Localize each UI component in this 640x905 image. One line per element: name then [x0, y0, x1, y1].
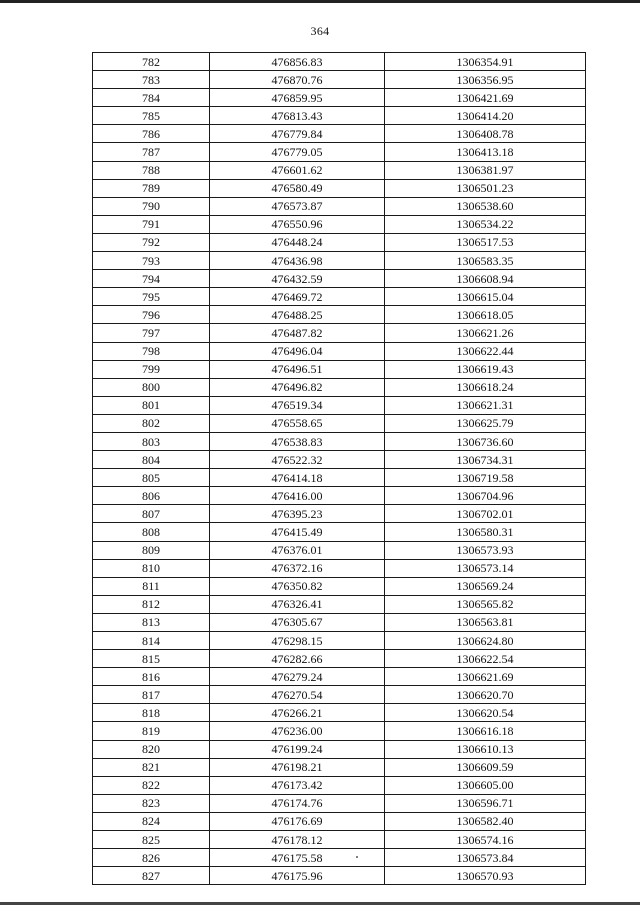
point-number-cell: 786	[93, 125, 210, 143]
table-row	[93, 179, 586, 197]
point-number-cell: 803	[93, 432, 210, 450]
point-number-cell: 801	[93, 396, 210, 414]
y-coordinate-cell: 1306421.69	[385, 89, 586, 107]
point-number-cell: 819	[93, 722, 210, 740]
scan-speck	[356, 856, 358, 858]
point-number-cell: 784	[93, 89, 210, 107]
table-row	[93, 650, 586, 668]
x-coordinate-cell: 476448.24	[210, 233, 385, 251]
x-coordinate-cell: 476176.69	[210, 812, 385, 830]
y-coordinate-cell: 1306534.22	[385, 215, 586, 233]
point-number-cell: 795	[93, 288, 210, 306]
point-number-cell: 789	[93, 179, 210, 197]
y-coordinate-cell: 1306574.16	[385, 831, 586, 849]
point-number-cell: 800	[93, 378, 210, 396]
table-row	[93, 252, 586, 270]
x-coordinate-cell: 476298.15	[210, 632, 385, 650]
x-coordinate-cell: 476326.41	[210, 595, 385, 613]
point-number-cell: 812	[93, 595, 210, 613]
table-row	[93, 270, 586, 288]
y-coordinate-cell: 1306563.81	[385, 613, 586, 631]
y-coordinate-cell: 1306618.24	[385, 378, 586, 396]
y-coordinate-cell: 1306624.80	[385, 632, 586, 650]
y-coordinate-cell: 1306704.96	[385, 487, 586, 505]
table-row	[93, 378, 586, 396]
point-number-cell: 798	[93, 342, 210, 360]
y-coordinate-cell: 1306573.93	[385, 541, 586, 559]
scan-top-edge	[0, 0, 640, 3]
table-row	[93, 125, 586, 143]
x-coordinate-cell: 476414.18	[210, 469, 385, 487]
coordinates-table	[92, 52, 586, 885]
page-number: 364	[310, 24, 330, 38]
x-coordinate-cell: 476173.42	[210, 776, 385, 794]
table-row	[93, 776, 586, 794]
point-number-cell: 827	[93, 867, 210, 885]
y-coordinate-cell: 1306621.69	[385, 668, 586, 686]
x-coordinate-cell: 476856.83	[210, 53, 385, 71]
y-coordinate-cell: 1306620.54	[385, 704, 586, 722]
point-number-cell: 799	[93, 360, 210, 378]
x-coordinate-cell: 476175.58	[210, 849, 385, 867]
y-coordinate-cell: 1306622.44	[385, 342, 586, 360]
y-coordinate-cell: 1306615.04	[385, 288, 586, 306]
y-coordinate-cell: 1306517.53	[385, 233, 586, 251]
table-row	[93, 451, 586, 469]
table-row	[93, 595, 586, 613]
table-row	[93, 396, 586, 414]
point-number-cell: 807	[93, 505, 210, 523]
table-row	[93, 360, 586, 378]
x-coordinate-cell: 476496.82	[210, 378, 385, 396]
x-coordinate-cell: 476416.00	[210, 487, 385, 505]
y-coordinate-cell: 1306625.79	[385, 414, 586, 432]
table-row	[93, 288, 586, 306]
table-row	[93, 613, 586, 631]
point-number-cell: 791	[93, 215, 210, 233]
y-coordinate-cell: 1306621.26	[385, 324, 586, 342]
y-coordinate-cell: 1306413.18	[385, 143, 586, 161]
point-number-cell: 785	[93, 107, 210, 125]
x-coordinate-cell: 476174.76	[210, 794, 385, 812]
y-coordinate-cell: 1306618.05	[385, 306, 586, 324]
table-row	[93, 867, 586, 885]
x-coordinate-cell: 476538.83	[210, 432, 385, 450]
y-coordinate-cell: 1306580.31	[385, 523, 586, 541]
x-coordinate-cell: 476279.24	[210, 668, 385, 686]
y-coordinate-cell: 1306381.97	[385, 161, 586, 179]
y-coordinate-cell: 1306610.13	[385, 740, 586, 758]
point-number-cell: 818	[93, 704, 210, 722]
point-number-cell: 796	[93, 306, 210, 324]
point-number-cell: 790	[93, 197, 210, 215]
table-row	[93, 306, 586, 324]
point-number-cell: 826	[93, 849, 210, 867]
point-number-cell: 783	[93, 71, 210, 89]
x-coordinate-cell: 476199.24	[210, 740, 385, 758]
x-coordinate-cell: 476372.16	[210, 559, 385, 577]
x-coordinate-cell: 476376.01	[210, 541, 385, 559]
table-row	[93, 161, 586, 179]
y-coordinate-cell: 1306573.14	[385, 559, 586, 577]
table-row	[93, 469, 586, 487]
point-number-cell: 806	[93, 487, 210, 505]
y-coordinate-cell: 1306582.40	[385, 812, 586, 830]
y-coordinate-cell: 1306573.84	[385, 849, 586, 867]
x-coordinate-cell: 476496.04	[210, 342, 385, 360]
point-number-cell: 816	[93, 668, 210, 686]
table-row	[93, 233, 586, 251]
y-coordinate-cell: 1306596.71	[385, 794, 586, 812]
y-coordinate-cell: 1306622.54	[385, 650, 586, 668]
table-row	[93, 740, 586, 758]
x-coordinate-cell: 476859.95	[210, 89, 385, 107]
point-number-cell: 809	[93, 541, 210, 559]
table-row	[93, 197, 586, 215]
table-row	[93, 541, 586, 559]
table-row	[93, 758, 586, 776]
table-row	[93, 505, 586, 523]
x-coordinate-cell: 476270.54	[210, 686, 385, 704]
y-coordinate-cell: 1306605.00	[385, 776, 586, 794]
table-row	[93, 53, 586, 71]
table-row	[93, 831, 586, 849]
x-coordinate-cell: 476580.49	[210, 179, 385, 197]
table-row	[93, 523, 586, 541]
x-coordinate-cell: 476175.96	[210, 867, 385, 885]
point-number-cell: 822	[93, 776, 210, 794]
point-number-cell: 793	[93, 252, 210, 270]
x-coordinate-cell: 476487.82	[210, 324, 385, 342]
y-coordinate-cell: 1306616.18	[385, 722, 586, 740]
table-row	[93, 487, 586, 505]
table-row	[93, 107, 586, 125]
table-row	[93, 722, 586, 740]
y-coordinate-cell: 1306734.31	[385, 451, 586, 469]
y-coordinate-cell: 1306408.78	[385, 125, 586, 143]
table-row	[93, 89, 586, 107]
y-coordinate-cell: 1306736.60	[385, 432, 586, 450]
x-coordinate-cell: 476519.34	[210, 396, 385, 414]
x-coordinate-cell: 476870.76	[210, 71, 385, 89]
x-coordinate-cell: 476469.72	[210, 288, 385, 306]
x-coordinate-cell: 476496.51	[210, 360, 385, 378]
point-number-cell: 813	[93, 613, 210, 631]
table-row	[93, 849, 586, 867]
y-coordinate-cell: 1306569.24	[385, 577, 586, 595]
x-coordinate-cell: 476779.84	[210, 125, 385, 143]
x-coordinate-cell: 476601.62	[210, 161, 385, 179]
point-number-cell: 824	[93, 812, 210, 830]
table-row	[93, 559, 586, 577]
table-row	[93, 686, 586, 704]
point-number-cell: 805	[93, 469, 210, 487]
x-coordinate-cell: 476522.32	[210, 451, 385, 469]
point-number-cell: 792	[93, 233, 210, 251]
point-number-cell: 815	[93, 650, 210, 668]
x-coordinate-cell: 476415.49	[210, 523, 385, 541]
y-coordinate-cell: 1306356.95	[385, 71, 586, 89]
x-coordinate-cell: 476432.59	[210, 270, 385, 288]
y-coordinate-cell: 1306414.20	[385, 107, 586, 125]
point-number-cell: 808	[93, 523, 210, 541]
y-coordinate-cell: 1306608.94	[385, 270, 586, 288]
table-row	[93, 324, 586, 342]
x-coordinate-cell: 476178.12	[210, 831, 385, 849]
point-number-cell: 817	[93, 686, 210, 704]
point-number-cell: 788	[93, 161, 210, 179]
point-number-cell: 787	[93, 143, 210, 161]
x-coordinate-cell: 476350.82	[210, 577, 385, 595]
x-coordinate-cell: 476282.66	[210, 650, 385, 668]
x-coordinate-cell: 476558.65	[210, 414, 385, 432]
x-coordinate-cell: 476813.43	[210, 107, 385, 125]
table-row	[93, 668, 586, 686]
point-number-cell: 821	[93, 758, 210, 776]
y-coordinate-cell: 1306565.82	[385, 595, 586, 613]
table-row	[93, 342, 586, 360]
y-coordinate-cell: 1306570.93	[385, 867, 586, 885]
x-coordinate-cell: 476550.96	[210, 215, 385, 233]
y-coordinate-cell: 1306719.58	[385, 469, 586, 487]
table-row	[93, 577, 586, 595]
table-row	[93, 812, 586, 830]
y-coordinate-cell: 1306620.70	[385, 686, 586, 704]
y-coordinate-cell: 1306621.31	[385, 396, 586, 414]
table-row	[93, 794, 586, 812]
x-coordinate-cell: 476198.21	[210, 758, 385, 776]
point-number-cell: 802	[93, 414, 210, 432]
x-coordinate-cell: 476305.67	[210, 613, 385, 631]
point-number-cell: 804	[93, 451, 210, 469]
table-row	[93, 143, 586, 161]
x-coordinate-cell: 476573.87	[210, 197, 385, 215]
y-coordinate-cell: 1306583.35	[385, 252, 586, 270]
y-coordinate-cell: 1306702.01	[385, 505, 586, 523]
point-number-cell: 814	[93, 632, 210, 650]
point-number-cell: 794	[93, 270, 210, 288]
point-number-cell: 811	[93, 577, 210, 595]
x-coordinate-cell: 476488.25	[210, 306, 385, 324]
point-number-cell: 797	[93, 324, 210, 342]
x-coordinate-cell: 476266.21	[210, 704, 385, 722]
point-number-cell: 825	[93, 831, 210, 849]
table-row	[93, 414, 586, 432]
y-coordinate-cell: 1306354.91	[385, 53, 586, 71]
table-row	[93, 432, 586, 450]
x-coordinate-cell: 476236.00	[210, 722, 385, 740]
table-row	[93, 215, 586, 233]
table-row	[93, 632, 586, 650]
table-row	[93, 704, 586, 722]
x-coordinate-cell: 476436.98	[210, 252, 385, 270]
point-number-cell: 810	[93, 559, 210, 577]
y-coordinate-cell: 1306538.60	[385, 197, 586, 215]
coordinates-table-body	[93, 53, 586, 885]
x-coordinate-cell: 476779.05	[210, 143, 385, 161]
table-row	[93, 71, 586, 89]
y-coordinate-cell: 1306501.23	[385, 179, 586, 197]
y-coordinate-cell: 1306609.59	[385, 758, 586, 776]
x-coordinate-cell: 476395.23	[210, 505, 385, 523]
point-number-cell: 782	[93, 53, 210, 71]
point-number-cell: 823	[93, 794, 210, 812]
point-number-cell: 820	[93, 740, 210, 758]
y-coordinate-cell: 1306619.43	[385, 360, 586, 378]
